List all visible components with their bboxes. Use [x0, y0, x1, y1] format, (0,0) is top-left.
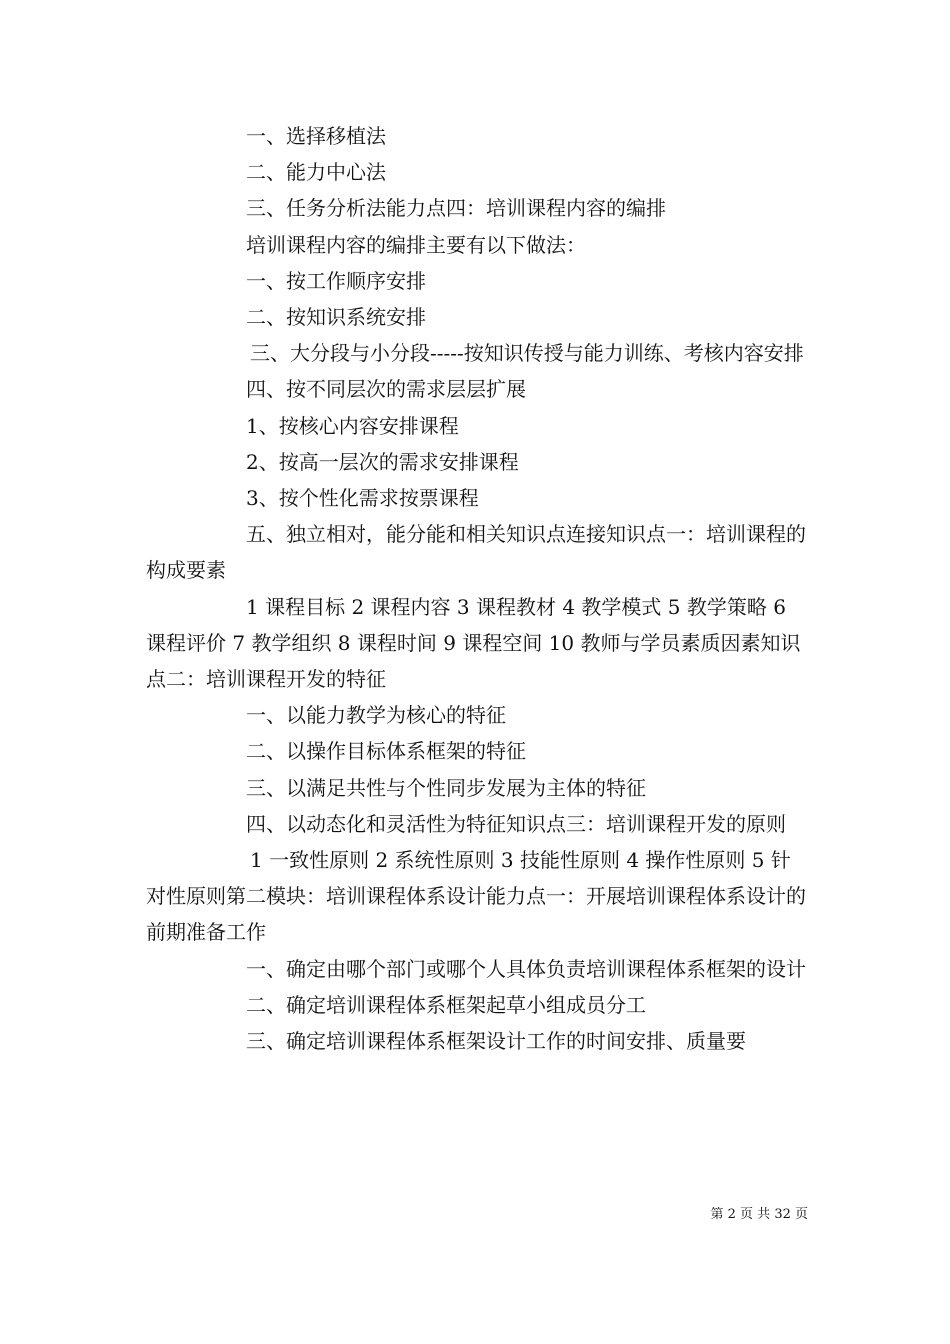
paragraph: 三、任务分析法能力点四：培训课程内容的编排: [246, 196, 666, 221]
paragraph: 二、按知识系统安排: [246, 305, 426, 330]
paragraph: 三、大分段与小分段-----按知识传授与能力训练、考核内容安排: [250, 341, 804, 366]
paragraph: 2、按高一层次的需求安排课程: [246, 449, 519, 474]
paragraph: 培训课程内容的编排主要有以下做法：: [246, 232, 586, 257]
document-body: [146, 118, 808, 1059]
page-number: 第 2 页 共 32 页: [710, 1207, 808, 1222]
paragraph: 一、确定由哪个部门或哪个人具体负责培训课程体系框架的设计: [246, 956, 806, 981]
paragraph: 二、能力中心法: [246, 160, 386, 185]
paragraph: 1 课程目标 2 课程内容 3 课程教材 4 教学模式 5 教学策略 6 课程评价 7 教学组织 8 课程时间 9 课程空间 10 教师与学员素质因素知识点二：培训课程开发的特征: [146, 594, 801, 692]
paragraph: 二、确定培训课程体系框架起草小组成员分工: [246, 992, 646, 1017]
paragraph: 一、选择移植法: [246, 124, 386, 148]
paragraph: 一、按工作顺序安排: [246, 268, 426, 293]
paragraph: 1 一致性原则 2 系统性原则 3 技能性原则 4 操作性原则 5 针对性原则第二模块：培训课程体系设计能力点一：开展培训课程体系设计的前期准备工作: [146, 848, 806, 945]
paragraph: 二、以操作目标体系框架的特征: [246, 739, 526, 764]
paragraph: 四、按不同层次的需求层层扩展: [246, 377, 526, 402]
paragraph: 三、确定培训课程体系框架设计工作的时间安排、质量要: [246, 1029, 746, 1054]
paragraph: 3、按个性化需求按票课程: [246, 486, 479, 511]
paragraph: 四、以动态化和灵活性为特征知识点三：培训课程开发的原则: [246, 811, 786, 836]
paragraph: 五、独立相对，能分能和相关知识点连接知识点一：培训课程的构成要素: [146, 522, 806, 583]
paragraph: 一、以能力教学为核心的特征: [246, 703, 506, 728]
paragraph: 1、按核心内容安排课程: [246, 413, 459, 438]
paragraph: 三、以满足共性与个性同步发展为主体的特征: [246, 775, 646, 800]
